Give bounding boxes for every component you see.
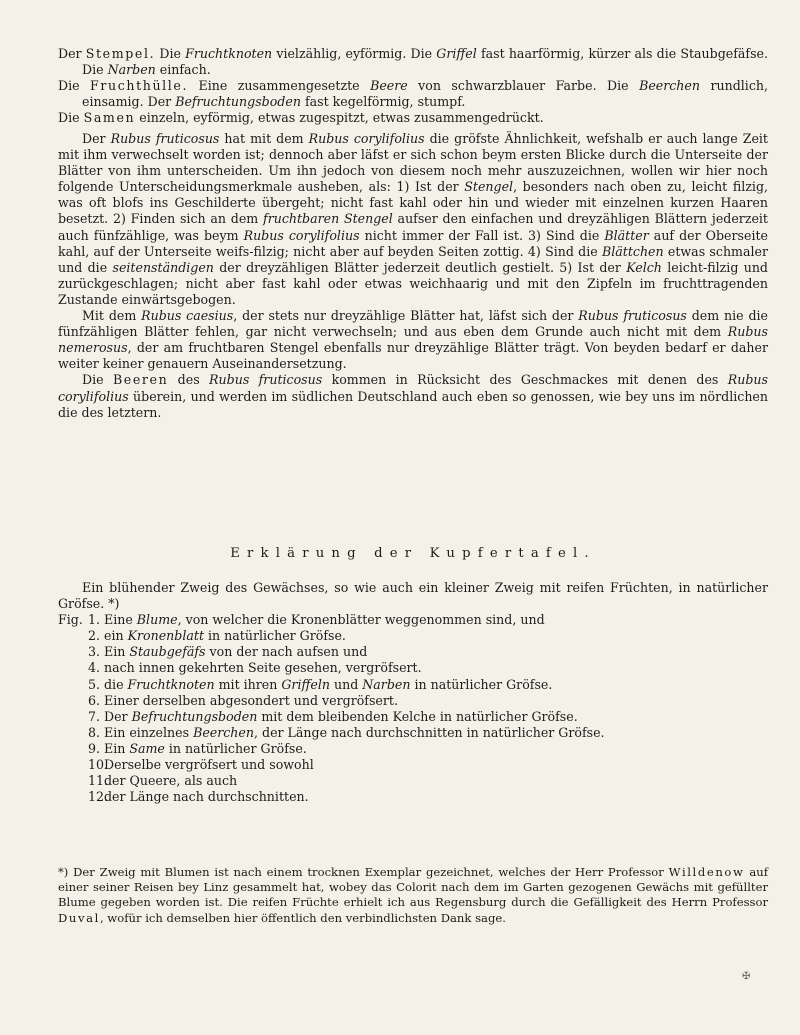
- plate-heading: Erklärung der Kupfertafel.: [230, 546, 596, 561]
- figure-item: Fig. 1. Eine Blume, von welcher die Kronenblätter weggenommen sind, und: [58, 612, 545, 628]
- figure-item: 4. nach innen gekehrten Seite gesehen, vergröfsert.: [88, 660, 422, 676]
- figure-item: 12. der Länge nach durchschnitten.: [88, 789, 309, 805]
- discussion: [58, 131, 768, 421]
- figure-item: 5. die Fruchtknoten mit ihren Griffeln und Narben in natürlicher Gröfse.: [88, 676, 553, 692]
- description-stempel: Der Stempel. Die Fruchtknoten vielzählig, eyförmig. Die Griffel fast haarförmig, kürzer als die Staubgefäfse. Die Narben einfach.: [58, 46, 768, 78]
- figure-item: 8. Ein einzelnes Beerchen, der Länge nach durchschnitten in natürlicher Gröfse.: [88, 724, 605, 740]
- plate-explanation: [58, 580, 768, 805]
- figure-item: 2. ein Kronenblatt in natürlicher Gröfse.: [88, 628, 346, 644]
- comparison-corylifolius: Der Rubus fruticosus hat mit dem Rubus corylifolius die gröfste Ähnlichkeit, wefshalb er auch lange Zeit mit ihm verwechselt worden ist; dennoch aber läfst er sich schon beym ersten Blicke durch die Unterseite der Blätter von ihm unterscheiden. Um ihn jedoch von diesem noch mehr auszuzeichnen, wollen wir hier noch folgende Unterscheidungsmerkmale ausheben, als: 1) Ist der Stengel, besonders nach oben zu, leicht filzig, was oft blofs ins Geschilderte übergeht; nicht fast kahl oder hin und wieder mit einzelnen kurzen Haaren besetzt. 2) Finden sich an dem fruchtbaren Stengel aufser den einfachen und dreyzähligen Blättern jederzeit auch fünfzählige, was beym Rubus corylifolius nicht immer der Fall ist. 3) Sind die Blätter auf der Oberseite kahl, auf der Unterseite weifs-filzig; nicht aber auf beyden Seiten zottig. 4) Sind die Blättchen etwas schmaler und die seitenständigen der dreyzähligen Blätter jederzeit deutlich gestielt. 5) Ist der Kelch leicht-filzig und zurückgeschlagen; nicht aber fast kahl oder etwas weichhaarig und mit den Zipfeln im fruchttragenden Zustande einwärtsgebogen.: [58, 131, 769, 307]
- berries-paragraph: Die Beeren des Rubus fruticosus kommen in Rücksicht des Geschmackes mit denen des Rubus corylifolius überein, und werden im südlichen Deutschland auch eben so genossen, wie bey uns im nördlichen die des letztern.: [58, 372, 768, 420]
- footnote-text: *) Der Zweig mit Blumen ist nach einem trocknen Exemplar gezeichnet, welches der Herr Professor Willdenow auf einer seiner Reisen bey Linz gesammelt hat, wobey das Colorit nach dem im Garten gezogenen Gewächs mit gefüllter Blume gegeben worden ist. Die reifen Früchte erhielt ich aus Regensburg durch die Gefälligkeit des Herrn Professor Duval, wofür ich demselben hier öffentlich den verbindlichsten Dank sage.: [58, 865, 768, 925]
- description-fruchthuelle: Die Fruchthülle. Eine zusammengesetzte Beere von schwarzblauer Farbe. Die Beerchen rundlich, einsamig. Der Befruchtungsboden fast kegelförmig, stumpf.: [58, 78, 768, 110]
- fruit-description: [58, 46, 768, 126]
- fig-label: Fig.: [58, 612, 83, 628]
- comparison-caesius: Mit dem Rubus caesius, der stets nur dreyzählige Blätter hat, läfst sich der Rubus fruticosus dem nie die fünfzähligen Blätter fehlen, gar nicht verwechseln; und aus eben dem Grunde auch nicht mit dem Rubus nemerosus, der am fruchtbaren Stengel ebenfalls nur dreyzählige Blätter trägt. Von beyden bedarf er daher weiter keiner genauern Auseinandersetzung.: [58, 308, 768, 372]
- figure-item: 11. der Queere, als auch: [88, 773, 238, 789]
- figure-item: 7. Der Befruchtungsboden mit dem bleibenden Kelche in natürlicher Gröfse.: [88, 708, 578, 724]
- figure-item: 6. Einer derselben abgesondert und vergröfsert.: [88, 692, 398, 708]
- description-samen: Die Samen einzeln, eyförmig, etwas zugespitzt, etwas zusammengedrückt.: [58, 110, 544, 126]
- plate-intro: Ein blühender Zweig des Gewächses, so wie auch ein kleiner Zweig mit reifen Früchten, in natürlicher Gröfse. *): [58, 580, 768, 612]
- footnote: [58, 865, 768, 926]
- figure-item: 3. Ein Staubgefäfs von der nach aufsen und: [88, 644, 368, 660]
- page-mark-icon: ✠: [742, 971, 751, 982]
- figure-item: 9. Ein Same in natürlicher Gröfse.: [88, 740, 307, 756]
- figure-list: [58, 612, 768, 805]
- figure-item: 10. Derselbe vergröfsert und sowohl: [88, 757, 314, 773]
